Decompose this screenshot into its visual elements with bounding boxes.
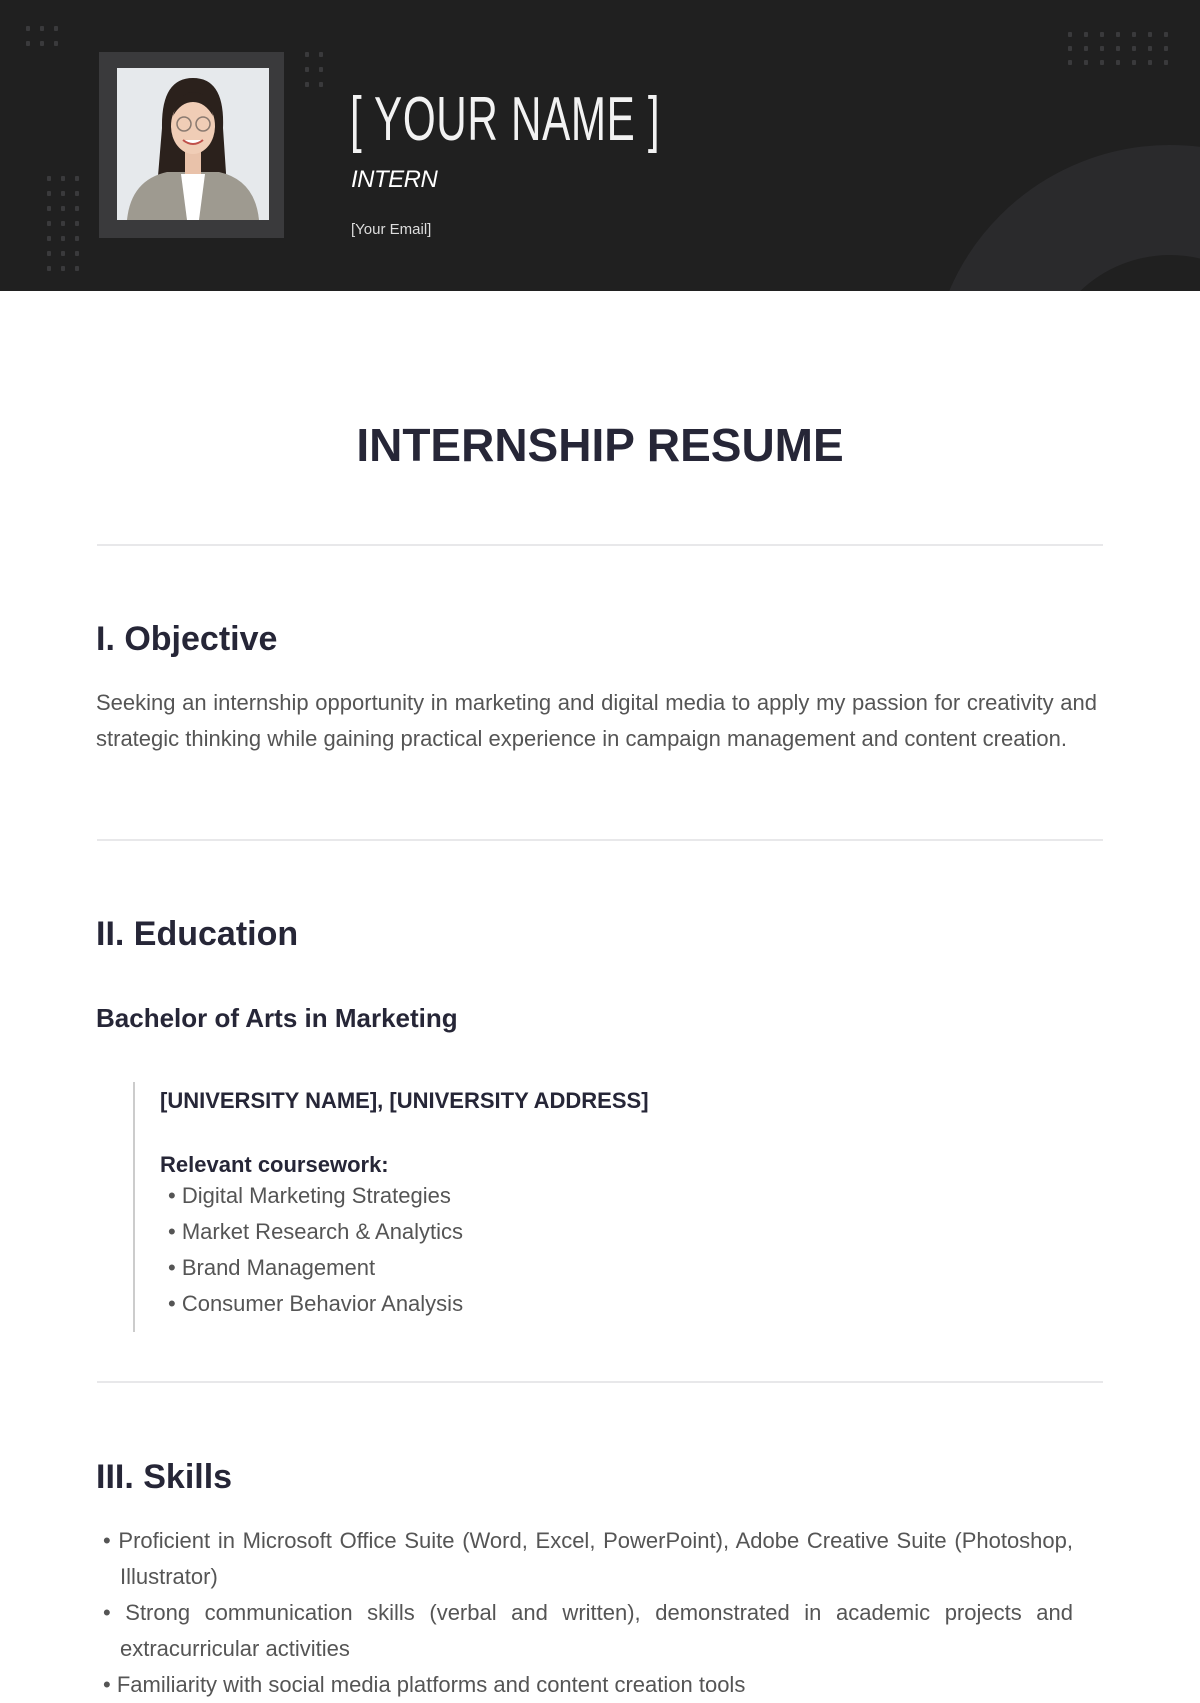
coursework-label: Relevant coursework: bbox=[160, 1152, 389, 1177]
coursework-item: • Brand Management bbox=[168, 1255, 376, 1280]
skill-item: • Strong communication skills (verbal and written), demonstrated in academic projects and extracurricular activities bbox=[103, 1600, 1073, 1661]
coursework-text: Market Research & Analytics bbox=[181, 1219, 464, 1244]
decorative-dots bbox=[305, 52, 323, 87]
coursework-item: • Digital Marketing Strategies bbox=[168, 1183, 451, 1208]
photo-frame bbox=[99, 52, 284, 238]
coursework-item: • Consumer Behavior Analysis bbox=[168, 1291, 464, 1316]
decorative-dots bbox=[26, 26, 58, 46]
degree-title: Bachelor of Arts in Marketing bbox=[96, 1003, 458, 1033]
decorative-dots bbox=[47, 176, 79, 271]
decorative-arc bbox=[930, 145, 1200, 291]
skill-text: Proficient in Microsoft Office Suite (Word, Excel, PowerPoint), Adobe Creative Suite (Photoshop, Illustrator) bbox=[118, 1528, 1074, 1589]
education-details bbox=[133, 1082, 649, 1332]
divider bbox=[97, 839, 1103, 841]
skill-text: Familiarity with social media platforms and content creation tools bbox=[116, 1672, 746, 1697]
coursework-item: • Market Research & Analytics bbox=[168, 1219, 464, 1244]
coursework-text: Digital Marketing Strategies bbox=[181, 1183, 451, 1208]
candidate-name: [ YOUR NAME ] bbox=[350, 85, 661, 154]
skills-heading: III. Skills bbox=[96, 1458, 233, 1496]
divider bbox=[97, 544, 1103, 546]
document-title: INTERNSHIP RESUME bbox=[356, 419, 844, 471]
university-name: [UNIVERSITY NAME], [UNIVERSITY ADDRESS] bbox=[160, 1088, 649, 1113]
profile-photo bbox=[117, 68, 269, 220]
decorative-dots bbox=[1068, 32, 1168, 65]
coursework-text: Brand Management bbox=[181, 1255, 376, 1280]
skills-list bbox=[103, 1523, 1073, 1703]
objective-text: Seeking an internship opportunity in marketing and digital media to apply my passion for creativity and strategic thinking while gaining practical experience in campaign management and content creation. bbox=[96, 690, 1097, 751]
candidate-email: [Your Email] bbox=[351, 221, 432, 238]
coursework-text: Consumer Behavior Analysis bbox=[181, 1291, 464, 1316]
skill-text: Strong communication skills (verbal and written), demonstrated in academic projects and extracurricular activities bbox=[120, 1600, 1073, 1661]
objective-heading: I. Objective bbox=[96, 620, 278, 658]
candidate-role: INTERN bbox=[351, 166, 438, 193]
resume-header bbox=[0, 0, 1200, 291]
skill-item: • Proficient in Microsoft Office Suite (Word, Excel, PowerPoint), Adobe Creative Suite (Photoshop, Illustrator) bbox=[103, 1528, 1074, 1589]
divider bbox=[97, 1381, 1103, 1383]
education-heading: II. Education bbox=[96, 915, 299, 953]
skill-item: • Familiarity with social media platforms and content creation tools bbox=[103, 1672, 746, 1697]
